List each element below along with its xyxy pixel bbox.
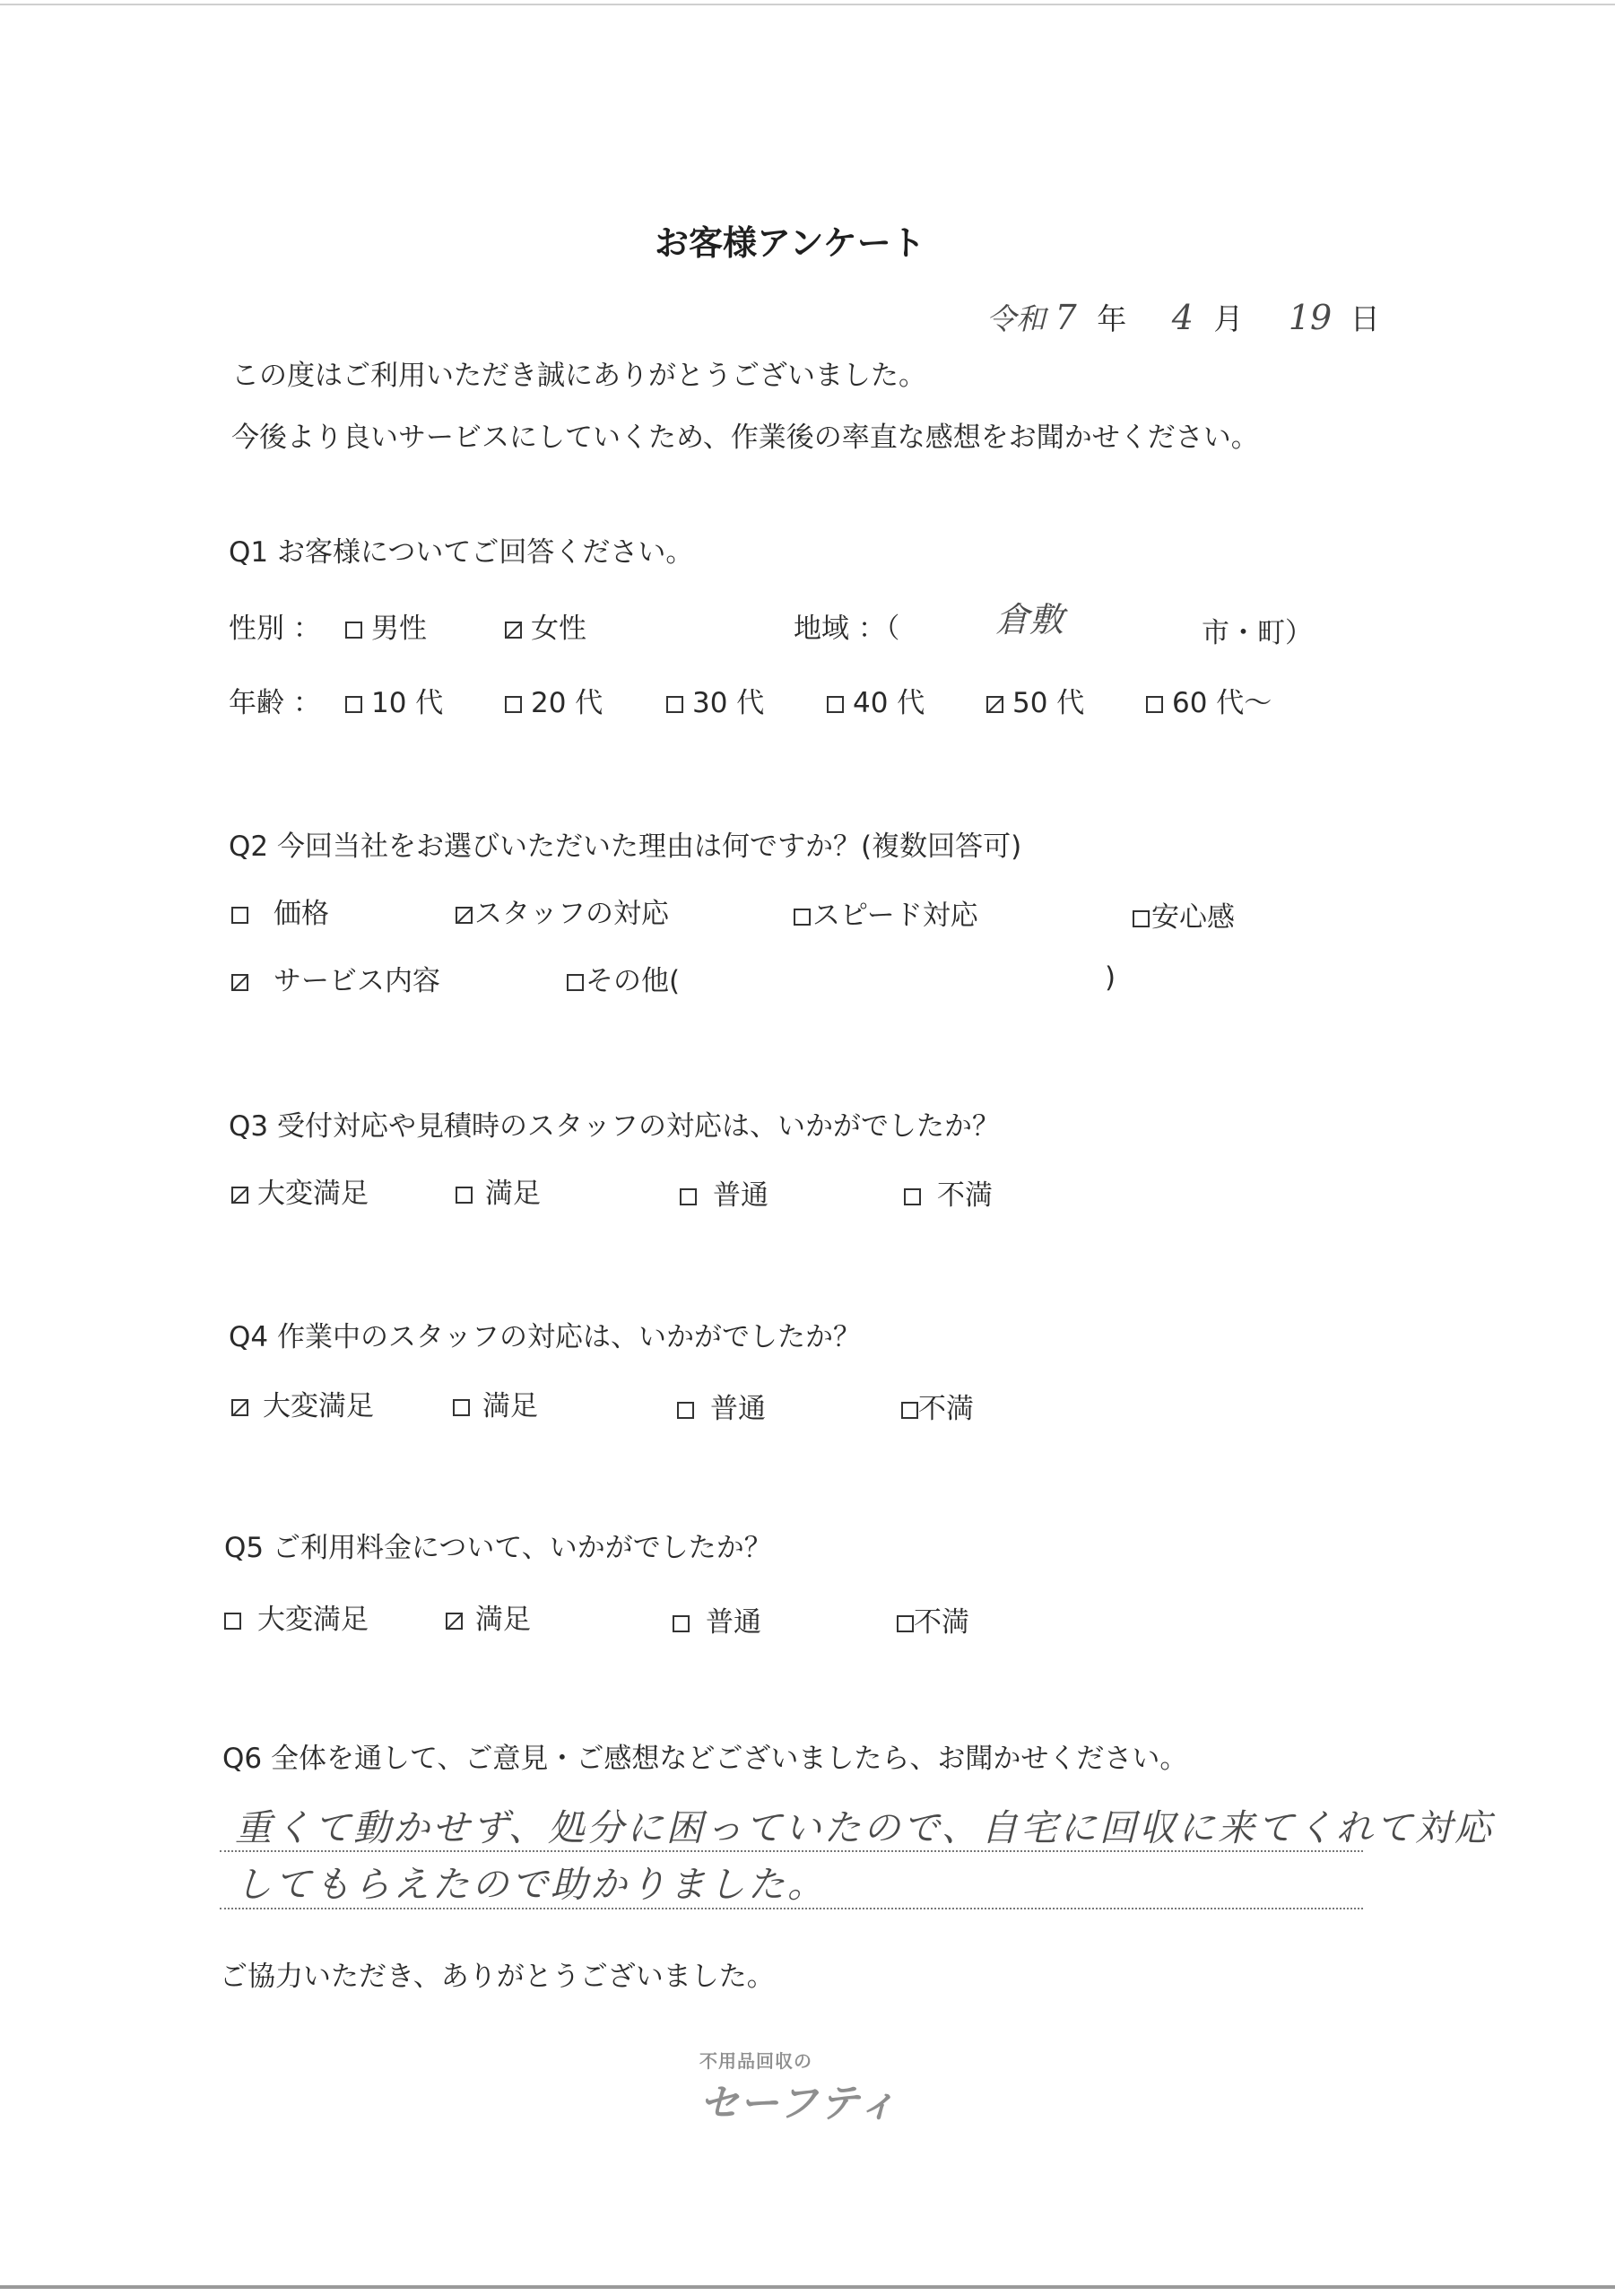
page-title: お客様アンケート <box>655 223 925 263</box>
q4-option-very-satisfied[interactable]: 大変満足 <box>231 1383 374 1423</box>
q1-region-suffix: 市・町） <box>1202 617 1313 649</box>
checkbox-q4-dissatisfied[interactable] <box>901 1402 918 1419</box>
q1-gender-label: 性別 ： <box>229 613 321 645</box>
q4-question: Q4 作業中のスタッフの対応は、いかがでしたか？ <box>229 1321 861 1353</box>
date-era: 令和 <box>986 301 1046 336</box>
checkbox-q5-normal[interactable] <box>673 1615 690 1632</box>
scan-bottom-edge <box>0 2285 1615 2289</box>
checkbox-age-50[interactable] <box>986 696 1003 713</box>
checkbox-other[interactable] <box>567 974 584 991</box>
q1-age-10[interactable]: 10 代 <box>345 680 443 720</box>
q2-other-close: ) <box>1105 961 1116 994</box>
date-month: 4 <box>1171 298 1194 337</box>
q6-answer-rule-2 <box>220 1908 1363 1909</box>
q1-age-40[interactable]: 40 代 <box>827 680 925 720</box>
checkbox-q5-dissatisfied[interactable] <box>897 1615 914 1632</box>
q1-age-60[interactable]: 60 代～ <box>1146 680 1272 720</box>
date-year-unit: 年 <box>1097 301 1127 336</box>
q1-age-20[interactable]: 20 代 <box>505 680 603 720</box>
q1-age-50[interactable]: 50 代 <box>986 680 1084 720</box>
checkbox-q4-normal[interactable] <box>677 1402 694 1419</box>
checkbox-q5-very-satisfied[interactable] <box>224 1613 241 1630</box>
checkbox-age-30[interactable] <box>666 696 683 713</box>
checkbox-age-20[interactable] <box>505 696 522 713</box>
date-year: 7 <box>1055 298 1077 337</box>
checkbox-service[interactable] <box>231 974 248 991</box>
q1-region-label: 地域 ：（ <box>794 613 900 645</box>
q6-answer-rule-1 <box>220 1850 1363 1852</box>
logo-tagline: 不用品回収の <box>699 2050 812 2072</box>
checkbox-male[interactable] <box>345 622 362 639</box>
q1-gender-female[interactable]: 女性 <box>505 605 586 646</box>
q2-question: Q2 今回当社をお選びいただいた理由は何ですか？(複数回答可) <box>229 831 1022 863</box>
intro-line-1: この度はご利用いただき誠にありがとうございました。 <box>231 360 926 392</box>
q2-option-speed[interactable]: スピード対応 <box>794 892 978 933</box>
checkbox-relief[interactable] <box>1133 910 1150 927</box>
q3-option-dissatisfied[interactable]: 不満 <box>904 1172 993 1213</box>
q2-option-service[interactable]: サービス内容 <box>231 958 440 998</box>
checkbox-q3-satisfied[interactable] <box>456 1187 473 1204</box>
checkbox-staff[interactable] <box>456 907 473 924</box>
checkbox-female[interactable] <box>505 622 522 639</box>
q5-option-very-satisfied[interactable]: 大変満足 <box>224 1596 369 1637</box>
q6-question: Q6 全体を通して、ご意見・ご感想などございましたら、お聞かせください。 <box>222 1743 1188 1775</box>
q5-option-satisfied[interactable]: 満足 <box>446 1596 531 1637</box>
q1-age-30[interactable]: 30 代 <box>666 680 764 720</box>
q3-option-normal[interactable]: 普通 <box>680 1172 768 1213</box>
checkbox-q4-very-satisfied[interactable] <box>231 1399 248 1416</box>
scan-top-edge <box>0 4 1615 5</box>
q5-option-normal[interactable]: 普通 <box>673 1599 761 1639</box>
q3-question: Q3 受付対応や見積時のスタッフの対応は、いかがでしたか？ <box>229 1110 1000 1143</box>
q6-answer-line-2: してもらえたので助かりました。 <box>235 1863 827 1906</box>
q3-option-satisfied[interactable]: 満足 <box>456 1170 541 1211</box>
checkbox-price[interactable] <box>231 907 248 924</box>
q4-option-normal[interactable]: 普通 <box>677 1386 766 1426</box>
checkbox-q4-satisfied[interactable] <box>453 1399 470 1416</box>
q6-answer-line-1: 重くて動かせず、処分に困っていたので、自宅に回収に来てくれて対応 <box>235 1806 1494 1849</box>
intro-line-2: 今後より良いサービスにしていくため、作業後の率直な感想をお聞かせください。 <box>231 422 1259 454</box>
q5-option-dissatisfied[interactable]: 不満 <box>897 1599 969 1639</box>
checkbox-q5-satisfied[interactable] <box>446 1613 463 1630</box>
closing-message: ご協力いただき、ありがとうございました。 <box>220 1961 775 1993</box>
checkbox-age-40[interactable] <box>827 696 844 713</box>
checkbox-speed[interactable] <box>794 909 811 926</box>
date-line <box>986 296 1380 338</box>
checkbox-q3-very-satisfied[interactable] <box>231 1187 248 1204</box>
date-month-unit: 月 <box>1213 301 1244 336</box>
q1-region-value: 倉敷 <box>995 600 1064 639</box>
date-day-unit: 日 <box>1350 301 1380 336</box>
q4-option-satisfied[interactable]: 満足 <box>453 1383 538 1423</box>
q1-gender-male[interactable]: 男性 <box>345 605 427 646</box>
q2-option-other[interactable]: その他( <box>567 958 680 998</box>
q3-option-very-satisfied[interactable]: 大変満足 <box>231 1170 369 1211</box>
checkbox-q3-dissatisfied[interactable] <box>904 1188 921 1205</box>
checkbox-q3-normal[interactable] <box>680 1188 697 1205</box>
q2-option-staff[interactable]: スタッフの対応 <box>456 891 669 931</box>
logo <box>699 2047 899 2128</box>
checkbox-age-60[interactable] <box>1146 696 1163 713</box>
q5-question: Q5 ご利用料金について、いかがでしたか？ <box>224 1532 772 1564</box>
q4-option-dissatisfied[interactable]: 不満 <box>901 1386 974 1426</box>
logo-name: セーフティ <box>699 2081 899 2126</box>
q2-option-price[interactable]: 価格 <box>231 891 329 931</box>
q1-age-label: 年齢 ： <box>229 687 321 719</box>
q1-question: Q1 お客様についてご回答ください。 <box>229 536 694 569</box>
checkbox-age-10[interactable] <box>345 696 362 713</box>
q2-option-relief[interactable]: 安心感 <box>1133 894 1235 935</box>
date-day: 19 <box>1288 298 1333 337</box>
